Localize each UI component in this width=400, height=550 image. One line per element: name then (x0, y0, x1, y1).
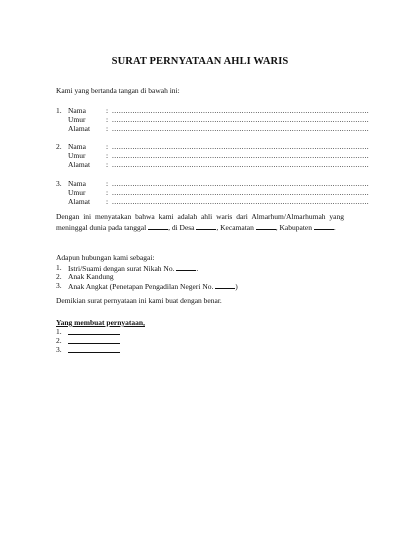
heir-number: 1. (56, 106, 62, 115)
relation-text: Istri/Suami dengan surat Nikah No. (68, 264, 175, 273)
relation-item: Anak Kandung (68, 272, 114, 281)
signatory-list (0, 327, 400, 357)
field-separator: : (106, 124, 109, 133)
field-label-umur: Umur (68, 115, 86, 124)
signatories-title: Yang membuat pernyataan, (56, 318, 145, 327)
field-dotted-line: ................................................................................................................. (112, 115, 370, 124)
heir-block-3 (0, 179, 400, 209)
statement-text: Dengan ini menyatakan bahwa kami adalah ahli waris dari Almarhum/Almarhumah yang meninggal dunia pada tanggal (56, 212, 344, 232)
field-dotted-line: ................................................................................................................. (112, 151, 370, 160)
signature-line (68, 345, 120, 353)
district-blank (256, 222, 276, 230)
heir-number: 2. (56, 142, 62, 151)
field-separator: : (106, 197, 109, 206)
relation-item (68, 281, 238, 291)
field-label-nama: Nama (68, 142, 86, 151)
closing-text: Demikian surat pernyataan ini kami buat dengan benar. (56, 296, 222, 305)
field-separator: : (106, 142, 109, 151)
signature-line (68, 327, 120, 335)
field-separator: : (106, 151, 109, 160)
relation-text: Anak Angkat (Penetapan Pengadilan Negeri No. (68, 282, 214, 291)
relation-number: 1. (56, 263, 62, 272)
document-title: SURAT PERNYATAAN AHLI WARIS (111, 56, 289, 67)
field-dotted-line: ................................................................................................................. (112, 106, 370, 115)
field-label-alamat: Alamat (68, 197, 91, 206)
relation-number: 2. (56, 272, 62, 281)
statement-text: . (333, 223, 336, 232)
relation-list (0, 263, 400, 293)
intro-text: Kami yang bertanda tangan di bawah ini: (56, 86, 180, 95)
signatory-number: 2. (56, 336, 62, 345)
regency-blank (314, 222, 334, 230)
field-label-nama: Nama (68, 106, 86, 115)
field-label-umur: Umur (68, 151, 86, 160)
date-blank (148, 222, 168, 230)
field-separator: : (106, 160, 109, 169)
village-blank (196, 222, 216, 230)
field-label-umur: Umur (68, 188, 86, 197)
statement-paragraph (56, 212, 344, 233)
heir-block-1 (0, 106, 400, 136)
relation-suffix: . (196, 264, 199, 273)
field-dotted-line: ................................................................................................................. (112, 197, 370, 206)
statement-text: , Kabupaten (275, 223, 312, 232)
signature-line (68, 336, 120, 344)
field-dotted-line: ................................................................................................................. (112, 188, 370, 197)
statement-text: , Kecamatan (216, 223, 254, 232)
signatory-number: 1. (56, 327, 62, 336)
relation-number: 3. (56, 281, 62, 290)
relation-suffix: ) (235, 282, 238, 291)
field-dotted-line: ................................................................................................................. (112, 179, 370, 188)
field-separator: : (106, 188, 109, 197)
field-dotted-line: ................................................................................................................. (112, 124, 370, 133)
field-separator: : (106, 179, 109, 188)
court-number-blank (215, 281, 235, 289)
field-separator: : (106, 106, 109, 115)
signatory-number: 3. (56, 345, 62, 354)
relation-intro: Adapun hubungan kami sebagai: (56, 253, 155, 262)
field-label-nama: Nama (68, 179, 86, 188)
field-label-alamat: Alamat (68, 124, 91, 133)
heir-number: 3. (56, 179, 62, 188)
field-dotted-line: ................................................................................................................. (112, 160, 370, 169)
heir-block-2 (0, 142, 400, 172)
statement-text: , di Desa (168, 223, 195, 232)
field-dotted-line: ................................................................................................................. (112, 142, 370, 151)
field-separator: : (106, 115, 109, 124)
marriage-number-blank (176, 263, 199, 273)
field-label-alamat: Alamat (68, 160, 91, 169)
